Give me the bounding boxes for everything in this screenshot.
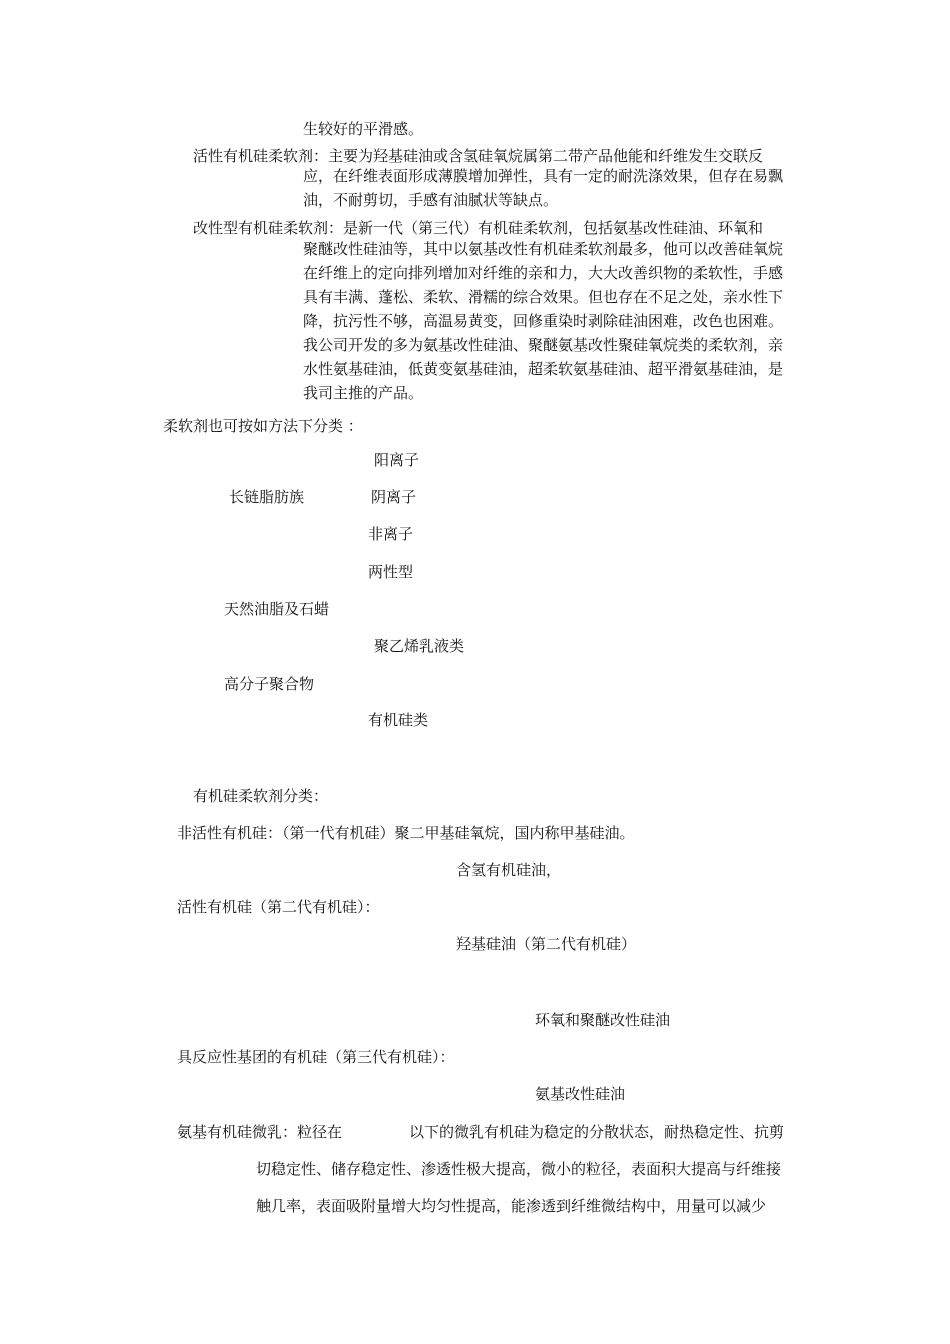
silicone-non-active: 非活性有机硅：（第一代有机硅）聚二甲基硅氧烷，国内称甲基硅油。 <box>177 824 635 842</box>
modified-softener-line: 水性氨基硅油，低黄变氨基硅油，超柔软氨基硅油、超平滑氨基硅油，是 <box>303 360 784 378</box>
modified-softener-line: 我司主推的产品。 <box>303 384 424 402</box>
silicone-classes-heading: 有机硅柔软剂分类： <box>193 787 329 805</box>
micro-emulsion-line-2: 切稳定性、储存稳定性、渗透性极大提高，微小的粒径，表面积大提高与纤维接 <box>256 1160 782 1178</box>
silicone-reactive: 具反应性基团的有机硅（第三代有机硅）： <box>177 1048 455 1066</box>
silicone-active: 活性有机硅（第二代有机硅）： <box>177 898 380 916</box>
modified-softener-line: 降，抗污性不够，高温易黄变，回修重染时剥除硅油困难，改色也困难。 <box>303 312 784 330</box>
modified-softener-paragraph <box>303 237 807 405</box>
class-nonionic: 非离子 <box>368 525 414 543</box>
micro-emulsion-line-1b: 以下的微乳有机硅为稳定的分散状态，耐热稳定性、抗剪 <box>409 1123 785 1141</box>
class-polymer: 高分子聚合物 <box>224 675 315 693</box>
class-amphoteric: 两性型 <box>368 563 414 581</box>
active-softener-line-1: 活性有机硅柔软剂：主要为羟基硅油或含氢硅氧烷属第二带产品他能和纤维发生交联反 <box>193 147 764 165</box>
class-cationic: 阳离子 <box>374 451 420 469</box>
modified-softener-line: 具有丰满、蓬松、柔软、滑糯的综合效果。但也存在不足之处，亲水性下 <box>303 288 784 306</box>
active-softener-line: 应，在纤维表面形成薄膜增加弹性，具有一定的耐洗涤效果，但存在易飘 <box>303 167 784 185</box>
silicone-amino: 氨基改性硅油 <box>535 1085 626 1103</box>
class-polyethylene: 聚乙烯乳液类 <box>374 637 465 655</box>
active-softener-paragraph <box>303 164 807 212</box>
classification-heading: 柔软剂也可按如方法下分类 ： <box>163 417 363 435</box>
intro-tail-text: 生较好的平滑感。 <box>303 120 424 138</box>
silicone-hydrogen: 含氢有机硅油， <box>456 861 562 879</box>
micro-emulsion-line-3: 触几率，表面吸附量增大均匀性提高，能渗透到纤维微结构中，用量可以减少 <box>256 1197 767 1215</box>
silicone-hydroxy: 羟基硅油（第二代有机硅） <box>456 935 637 953</box>
modified-softener-line-1: 改性型有机硅柔软剂：是新一代（第三代）有机硅柔软剂，包括氨基改性硅油、环氧和 <box>193 219 764 237</box>
class-long-chain: 长链脂肪族 <box>229 488 305 506</box>
class-anionic: 阴离子 <box>371 488 417 506</box>
class-silicone: 有机硅类 <box>368 711 429 729</box>
micro-emulsion-line-1a: 氨基有机硅微乳：粒径在 <box>177 1123 343 1141</box>
active-softener-line: 油，不耐剪切，手感有油腻状等缺点。 <box>303 191 559 209</box>
silicone-epoxy: 环氧和聚醚改性硅油 <box>535 1011 671 1029</box>
modified-softener-line: 在纤维上的定向排列增加对纤维的亲和力，大大改善织物的柔软性，手感 <box>303 264 784 282</box>
modified-softener-line: 聚醚改性硅油等，其中以氨基改性有机硅柔软剂最多，他可以改善硅氧烷 <box>303 240 784 258</box>
modified-softener-line: 我公司开发的多为氨基改性硅油、聚醚氨基改性聚硅氧烷类的柔软剂，亲 <box>303 336 784 354</box>
class-natural-oil: 天然油脂及石蜡 <box>224 600 330 618</box>
